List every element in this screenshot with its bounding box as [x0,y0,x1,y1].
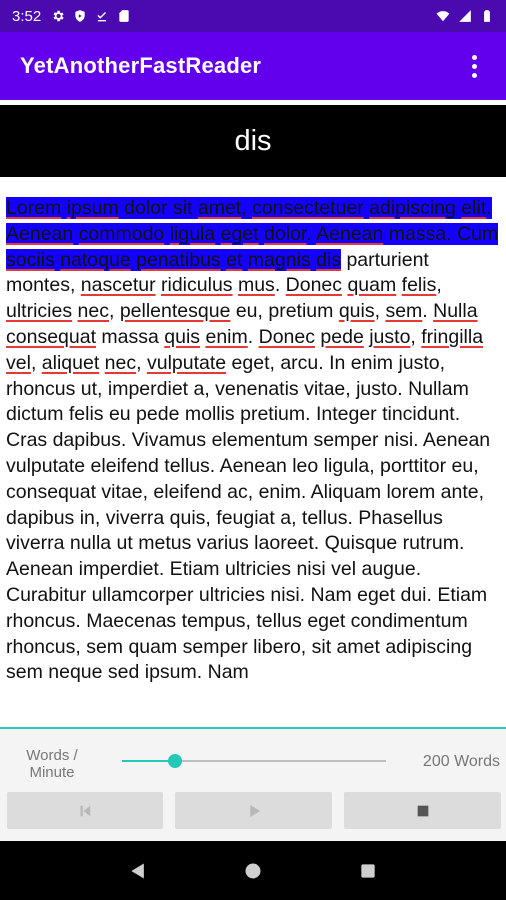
status-left-icons [51,9,131,23]
misspelled-word: quam [347,274,397,297]
misspelled-word: sem [385,300,423,323]
status-right-icons [436,9,494,23]
home-icon [243,861,263,881]
stop-button[interactable] [344,792,501,829]
misspelled-word: felis [401,274,437,297]
misspelled-word: natoque [60,248,131,271]
wifi-icon [436,9,450,23]
misspelled-word: aliquet [41,351,100,374]
play-button[interactable] [175,792,332,829]
more-vert-icon[interactable] [462,46,486,86]
misspelled-word: dis [316,248,342,271]
remaining-text: parturient montes, nascetur ridiculus mus. Donec quam felis, ultricies nec, pellentesque eu, pretium quis, sem. Nulla consequat massa quis enim. Donec pede justo, fringilla vel, aliquet nec, vulputate eget, arcu. In enim justo, rhoncus ut, imperdiet a, venenatis vitae, justo. Nullam dictum felis eu pede mollis pretium. Integer tincidunt. Cras dapibus. Vivamus elementum semper nisi. Aenean vulputate eleifend tellus. Aenean leo ligula, porttitor eu, consequat vitae, eleifend ac, enim. Aliquam lorem ante, dapibus in, viverra quis, feugiat a, tellus. Phasellus viverra nulla ut metus varius laoreet. Quisque rutrum. Aenean imperdiet. Etiam ultricies nisi vel augue. Curabitur ullamcorper ultricies nisi. Nam eget dui. Etiam rhoncus. Maecenas tempus, tellus eget condimentum rhoncus, sem quam semper libero, sit amet adipiscing sem neque sed ipsum. Nam [6,248,491,684]
misspelled-word: nec [104,351,137,374]
back-button[interactable] [118,851,158,891]
misspelled-word: elit [461,197,487,219]
misspelled-word: pellentesque [119,300,231,323]
misspelled-word: Donec [285,274,343,297]
controls-panel [0,729,506,841]
misspelled-word: penatibus [136,248,221,271]
reading-text[interactable] [0,192,506,726]
status-time: 3:52 [12,7,42,25]
shield-icon [73,9,87,23]
misspelled-word: nec [77,300,109,323]
misspelled-word: justo [369,325,411,348]
misspelled-word: et [226,248,243,271]
misspelled-word: nascetur [80,274,156,297]
app-title: YetAnotherFastReader [20,53,262,78]
current-word-display [0,105,506,177]
play-icon [245,802,263,820]
current-word: dis [234,124,272,157]
misspelled-word: dolor [264,222,307,245]
misspelled-word: ultricies [6,300,73,323]
misspelled-word: amet [197,197,242,219]
misspelled-word: consectetuer [252,197,364,219]
app-bar [0,32,506,100]
misspelled-word: ridiculus [161,274,233,297]
misspelled-word: eget [220,222,259,245]
status-bar [0,0,506,32]
gear-icon [51,9,65,23]
misspelled-word: quis [338,300,375,323]
misspelled-word: sociis [6,248,55,271]
misspelled-word: ipsum [66,197,119,219]
misspelled-word: vulputate [146,351,227,374]
speed-label: Words / Minute [26,747,78,781]
misspelled-word: Nulla [433,300,478,323]
misspelled-word: magnis [247,248,311,271]
system-nav-bar [0,841,506,900]
misspelled-word: quis [164,325,201,348]
skip-previous-icon [76,802,94,820]
sd-card-icon [117,9,131,23]
stop-icon [415,803,431,819]
previous-button[interactable] [7,792,163,829]
misspelled-word: consequat [6,325,96,348]
misspelled-word: fringilla [421,325,484,348]
misspelled-word: Donec [258,325,315,348]
home-button[interactable] [233,851,273,891]
read-text-highlight: Lorem ipsum dolor sit amet, consectetuer adipiscing elit. Aenean commodo ligula eget dolor. Aenean massa. Cum sociis natoque penatibus et magnis dis [6,197,499,271]
download-done-icon [95,9,109,23]
recents-icon [358,861,378,881]
speed-value: 200 Words [422,753,500,770]
battery-icon [480,9,494,23]
misspelled-word: pede [320,325,364,348]
speed-slider[interactable] [122,753,386,769]
back-icon [128,861,148,881]
recents-button[interactable] [348,851,388,891]
misspelled-word: Aenean [316,222,384,245]
misspelled-word: adipiscing [369,197,456,219]
signal-icon [458,9,472,23]
misspelled-word: ligula [169,222,216,245]
misspelled-word: Lorem [6,197,62,219]
misspelled-word: commodo [78,222,165,245]
slider-fill [122,760,175,762]
slider-thumb[interactable] [168,754,182,768]
misspelled-word: Aenean [6,222,74,245]
misspelled-word: enim [205,325,248,348]
misspelled-word: mus [237,274,275,297]
misspelled-word: vel [6,351,31,374]
